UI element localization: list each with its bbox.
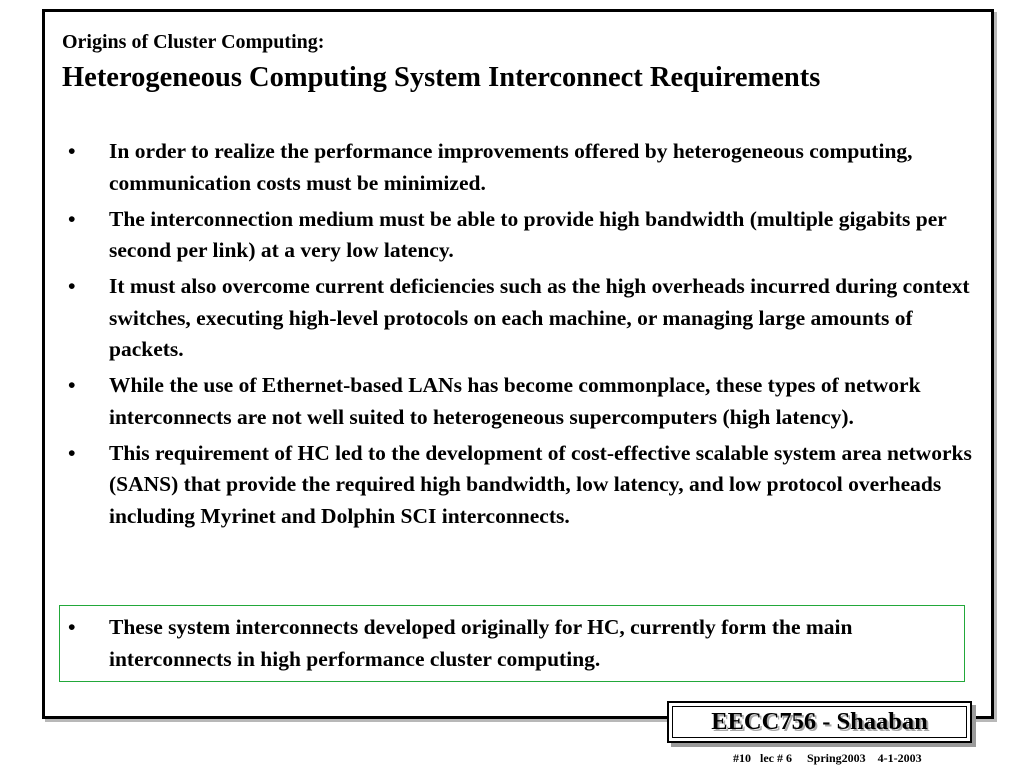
highlighted-bullet — [68, 612, 968, 675]
bullet-dot-icon: • — [68, 274, 76, 298]
bullet-text: This requirement of HC led to the development of cost-effective scalable system area networks (SANS) that provide the required high bandwidth, low latency, and low protocol overheads including Myrinet and Dolphin SCI interconnects. — [109, 440, 972, 528]
slide-subtitle: Origins of Cluster Computing: — [62, 31, 325, 53]
bullet-dot-icon: • — [68, 440, 76, 465]
course-badge-text: EECC756 - Shaaban — [711, 707, 928, 735]
bullet-dot-icon: • — [68, 139, 76, 163]
bullet-text: The interconnection medium must be able to provide high bandwidth (multiple gigabits per second per link) at a very low latency. — [109, 206, 947, 262]
bullet-item — [68, 136, 988, 199]
slide-info: #10 lec # 6 Spring2003 4-1-2003 — [733, 751, 922, 765]
bullet-item — [68, 271, 988, 366]
bullet-dot-icon: • — [68, 373, 76, 397]
bullet-item — [68, 370, 988, 433]
bullet-item — [68, 438, 988, 533]
highlighted-bullet-text: These system interconnects developed originally for HC, currently form the main interconnects in high performance cluster computing. — [109, 615, 853, 671]
bullet-list — [68, 136, 988, 537]
bullet-text: While the use of Ethernet-based LANs has become commonplace, these types of network interconnects are not well suited to heterogeneous supercomputers (high latency). — [109, 373, 921, 429]
bullet-text: It must also overcome current deficiencies such as the high overheads incurred during context switches, executing high-level protocols on each machine, or managing large amounts of packets. — [109, 274, 970, 361]
bullet-dot-icon: • — [68, 615, 76, 639]
bullet-text: In order to realize the performance improvements offered by heterogeneous computing, communication costs must be minimized. — [109, 139, 913, 195]
slide-title: Heterogeneous Computing System Interconnect Requirements — [62, 62, 821, 93]
course-badge — [667, 701, 972, 743]
bullet-item — [68, 204, 988, 267]
bullet-dot-icon: • — [68, 206, 76, 231]
